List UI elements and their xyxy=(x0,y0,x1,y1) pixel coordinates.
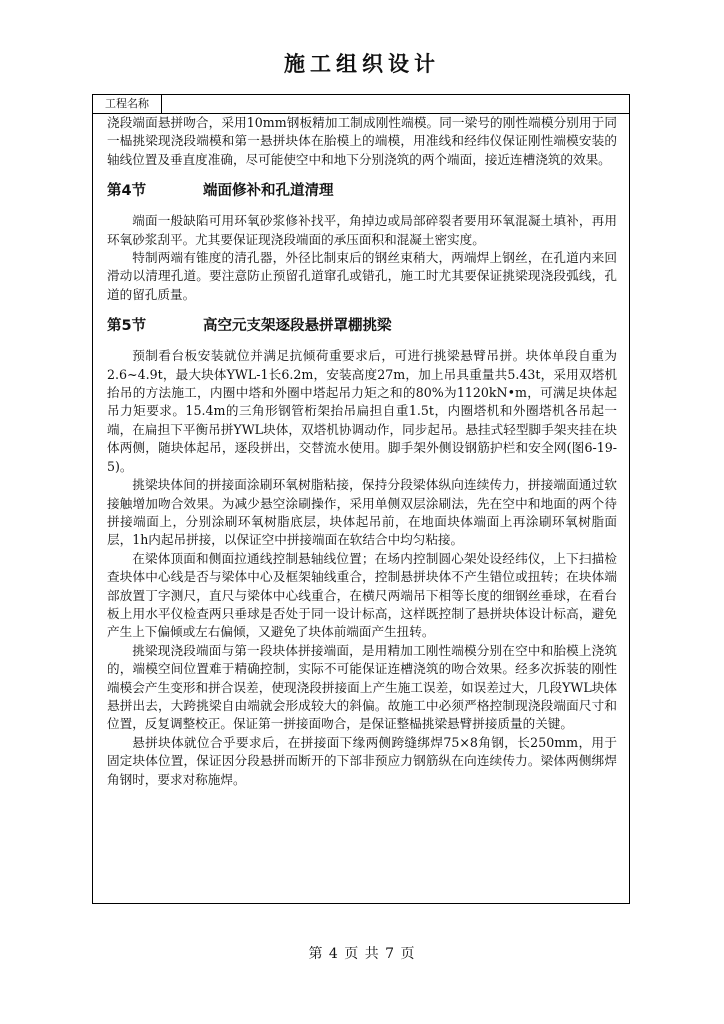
section-title: 高空元支架逐段悬拼罩棚挑梁 xyxy=(203,318,392,335)
section-heading xyxy=(107,314,617,338)
page-number: 第 4 页 共 7 页 xyxy=(308,946,416,962)
paragraph: 挑梁块体间的拼接面涂刷环氧树脂粘接，保持分段梁体纵向连续传力，拼接端面通过软接触增加吻合效果。为减少悬空涂刷操作，采用单侧双层涂刷法，先在空中和地面的两个待拼接端面上，分别涂刷环氧树脂底层，块体起吊前，在地面块体端面上再涂刷环氧树脂面层，1h内起吊拼接，以保证空中拼接端面在软结合中均匀粘接。 xyxy=(107,477,617,548)
header-row xyxy=(93,95,629,114)
paragraph: 特制两端有锥度的清孔器，外径比制束后的钢丝束稍大，两端焊上钢丝，在孔道内来回滑动以清理孔道。要注意防止预留孔道窜孔或错孔，施工时尤其要保证挑梁现浇段弧线，孔道的留孔质量。 xyxy=(107,250,617,302)
section-title: 端面修补和孔道清理 xyxy=(203,183,334,200)
section-number: 第5节 xyxy=(107,318,147,335)
intro-paragraph: 浇段端面悬拼吻合，采用10mm钢板精加工制成刚性端模。同一梁号的刚性端模分别用于同一榀挑梁现浇段端模和第一悬拼块体在胎模上的端模，用准线和经纬仪保证刚性端模安装的轴线位置及垂直度准确，尽可能使空中和地下分别浇筑的两个端面，接近连槽浇筑的效果。 xyxy=(107,115,617,167)
document-title: 施工组织设计 xyxy=(284,52,440,76)
document-body xyxy=(107,114,617,789)
paragraph: 在梁体顶面和侧面拉通线控制悬轴线位置；在场内控制圆心架处设经纬仪，上下扫描检查块体中心线是否与梁体中心及框架轴线重合，控制悬拼块体不产生错位或扭转；在块体端部放置丁字测尺，直尺与梁体中心线重合，在横尺两端吊下相等长度的细钢丝垂球，在看台板上用水平仪检查两只垂球是否处于同一设计标高，这样既控制了悬拼块体设计标高，避免产生上下偏倾或左右偏倾，又避免了块体前端面产生扭转。 xyxy=(107,550,617,640)
content-frame xyxy=(92,94,630,904)
project-name-label: 工程名称 xyxy=(93,95,162,113)
paragraph: 端面一般缺陷可用环氧砂浆修补找平，角掉边或局部碎裂者要用环氧混凝土填补，再用环氧砂浆刮平。尤其要保证现浇段端面的承压面积和混凝土密实度。 xyxy=(107,213,617,247)
paragraph: 挑梁现浇段端面与第一段块体拼接端面，是用精加工刚性端模分别在空中和胎模上浇筑的，端模空间位置难于精确控制，实际不可能保证连槽浇筑的吻合效果。经多次拆装的刚性端模会产生变形和拼合误差，使现浇段拼接面上产生施工误差，如误差过大，几段YWL块体悬拼出去，大跨挑梁自由端就会形成较大的斜偏。故施工中必须严格控制现浇段端面尺寸和位置，反复调整校正。保证第一拼接面吻合，是保证整榀挑梁悬臂拼接质量的关键。 xyxy=(107,642,617,732)
paragraph: 悬拼块体就位合乎要求后，在拼接面下缘两侧跨缝绑焊75×8角钢，长250mm，用于固定块体位置，保证因分段悬拼而断开的下部非预应力钢筋纵在向连续传力。梁体两侧绑焊角钢时，要求对称施焊。 xyxy=(107,734,617,787)
section-heading xyxy=(107,179,617,203)
paragraph: 预制看台板安装就位并满足抗倾荷重要求后，可进行挑梁悬臂吊拼。块体单段自重为2.6~4.9t，最大块体YWL-1长6.2m，安装高度27m，加上吊具重量共5.43t，采用双塔机抬吊的方法施工，内圈中塔和外圈中塔起吊力矩之和的80%为1120kN•m，可满足块体起吊力矩要求。15.4m的三角形钢管桁架抬吊扁担自重1.5t，内圈塔机和外圈塔机各吊起一端，在扁担下平衡吊拼YWL块体，双塔机协调动作，同步起吊。悬挂式轻型脚手架夹挂在块体两侧，随块体起吊，逐段拼出，交替流水使用。脚手架外侧设钢筋护栏和安全网(图6-19-5)。 xyxy=(107,348,617,474)
project-name-value xyxy=(162,95,629,113)
section-number: 第4节 xyxy=(107,183,147,200)
